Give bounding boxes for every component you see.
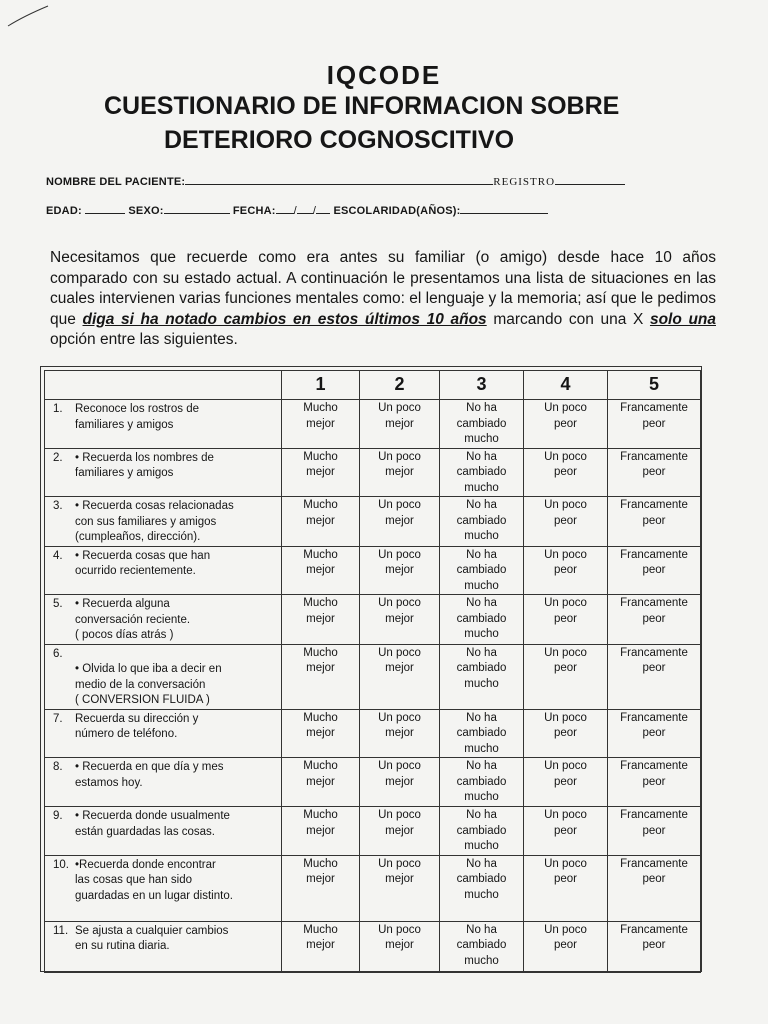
- answer-option-5[interactable]: [608, 448, 701, 497]
- answer-option-5[interactable]: [608, 546, 701, 595]
- answer-option-1[interactable]: [282, 855, 360, 921]
- age-label: EDAD:: [46, 205, 82, 217]
- answer-option-3[interactable]: [440, 807, 524, 856]
- question-cell: [45, 921, 282, 972]
- instructions-paragraph: [50, 248, 716, 351]
- table-row: [45, 921, 701, 972]
- question-text-line: guardadas en un lugar distinto.: [75, 889, 233, 902]
- answer-option-label: Mucho: [303, 402, 338, 414]
- answer-option-1[interactable]: [282, 448, 360, 497]
- column-header: 5: [608, 371, 701, 400]
- answer-option-label: Un poco: [544, 923, 587, 936]
- answer-option-label: Un poco: [544, 450, 587, 463]
- page-title: IQCODE: [326, 60, 442, 90]
- date-year-field[interactable]: [316, 203, 330, 214]
- question-text-line: con sus familiares y amigos: [75, 515, 217, 528]
- table-row: [45, 758, 701, 807]
- answer-option-label: peor: [642, 939, 666, 951]
- answer-option-label: mejor: [306, 662, 335, 674]
- answer-option-5[interactable]: [608, 807, 701, 856]
- answer-option-label: Un poco: [378, 597, 421, 609]
- answer-option-label: Un poco: [378, 809, 421, 821]
- question-text-line: estamos hoy.: [75, 776, 143, 789]
- question-number: 11.: [53, 924, 69, 937]
- answer-option-label: cambiado: [456, 939, 507, 951]
- date-separator: /: [312, 205, 317, 217]
- answer-option-label: mucho: [464, 481, 499, 494]
- answer-option-label: No ha: [466, 857, 497, 870]
- date-month-field[interactable]: [297, 203, 313, 214]
- answer-option-4[interactable]: [524, 448, 608, 497]
- answer-option-label: mejor: [306, 612, 335, 625]
- answer-option-label: mejor: [306, 775, 335, 788]
- answer-option-4[interactable]: [524, 709, 608, 758]
- question-number: 9.: [53, 810, 63, 822]
- answer-option-label: mejor: [385, 564, 414, 576]
- question-number: 7.: [53, 712, 63, 725]
- answer-option-label: cambiado: [456, 873, 507, 885]
- answer-option-label: Mucho: [303, 711, 338, 724]
- questionnaire-table: [44, 370, 701, 973]
- answer-option-label: No ha: [466, 450, 497, 463]
- answer-option-label: mejor: [385, 939, 414, 951]
- table-row: [45, 497, 701, 547]
- column-header: 2: [360, 371, 440, 400]
- answer-option-label: Un poco: [544, 857, 587, 870]
- answer-option-1[interactable]: [282, 807, 360, 856]
- answer-option-label: mejor: [306, 939, 335, 951]
- question-number: 5.: [53, 598, 63, 610]
- question-text-line: • Recuerda los nombres de: [75, 451, 214, 464]
- instructions-text: opción entre las siguientes.: [50, 331, 238, 348]
- demographics-row: [46, 203, 548, 217]
- question-text-line: medio de la conversación: [75, 678, 206, 691]
- answer-option-label: No ha: [466, 646, 497, 659]
- instructions-emphasis: solo una: [649, 310, 716, 328]
- answer-option-label: No ha: [466, 402, 497, 414]
- answer-option-label: peor: [553, 514, 578, 527]
- answer-option-5[interactable]: [608, 758, 701, 807]
- question-text: [75, 597, 277, 644]
- question-text-line: ( pocos días atrás ): [75, 629, 174, 641]
- answer-option-label: mucho: [464, 433, 499, 445]
- answer-option-label: No ha: [466, 499, 497, 511]
- question-text-line: • Recuerda en que día y mes: [75, 761, 224, 773]
- answer-option-label: cambiado: [456, 564, 507, 576]
- schooling-field[interactable]: [460, 203, 548, 214]
- answer-option-label: Un poco: [378, 499, 421, 511]
- answer-option-label: mejor: [306, 824, 335, 837]
- table-row: [45, 400, 701, 449]
- answer-option-label: Mucho: [303, 548, 338, 561]
- question-number: 4.: [53, 549, 63, 562]
- answer-option-label: Francamente: [620, 857, 688, 870]
- answer-option-label: cambiado: [456, 612, 507, 625]
- question-cell: [45, 644, 282, 709]
- answer-option-label: Un poco: [378, 402, 421, 414]
- registry-field[interactable]: [555, 174, 625, 185]
- answer-option-label: peor: [553, 564, 578, 576]
- column-header: [45, 371, 282, 400]
- answer-option-label: Mucho: [303, 499, 338, 511]
- answer-option-label: mucho: [464, 628, 499, 640]
- answer-option-label: mejor: [385, 417, 414, 430]
- answer-option-label: peor: [553, 612, 578, 625]
- answer-option-1[interactable]: [282, 400, 360, 449]
- answer-option-label: Un poco: [378, 711, 421, 724]
- question-text: [75, 924, 277, 955]
- answer-option-label: peor: [642, 466, 666, 478]
- answer-option-label: Francamente: [620, 760, 688, 772]
- answer-option-label: Un poco: [378, 548, 421, 561]
- answer-option-label: Un poco: [378, 450, 421, 463]
- question-text-line: • Recuerda alguna: [75, 598, 170, 610]
- table-row: [45, 448, 701, 497]
- answer-option-3[interactable]: [440, 546, 524, 595]
- answer-option-2[interactable]: [360, 400, 440, 449]
- answer-option-4[interactable]: [524, 644, 608, 709]
- answer-option-1[interactable]: [282, 921, 360, 972]
- answer-option-label: Francamente: [620, 923, 688, 936]
- answer-option-label: mucho: [464, 791, 499, 803]
- answer-option-label: Un poco: [544, 548, 587, 561]
- answer-option-2[interactable]: [360, 855, 440, 921]
- age-field[interactable]: [85, 203, 125, 214]
- question-text-line: • Recuerda donde usualmente: [75, 810, 230, 822]
- answer-option-label: cambiado: [456, 417, 507, 430]
- question-text: [75, 662, 277, 709]
- answer-option-label: mejor: [385, 466, 414, 478]
- answer-option-3[interactable]: [440, 644, 524, 709]
- column-header: 1: [282, 371, 360, 400]
- answer-option-1[interactable]: [282, 709, 360, 758]
- table-row: [45, 595, 701, 645]
- answer-option-label: peor: [642, 564, 666, 576]
- question-text: [75, 809, 277, 840]
- answer-option-2[interactable]: [360, 709, 440, 758]
- answer-option-5[interactable]: [608, 709, 701, 758]
- question-text-line: en su rutina diaria.: [75, 940, 170, 952]
- answer-option-label: peor: [642, 417, 666, 430]
- answer-option-label: cambiado: [456, 775, 507, 788]
- answer-option-label: Un poco: [378, 857, 421, 870]
- question-text: [75, 760, 277, 791]
- answer-option-label: Un poco: [544, 597, 587, 609]
- answer-option-3[interactable]: [440, 855, 524, 921]
- question-text-line: conversación reciente.: [75, 613, 191, 626]
- answer-option-label: mejor: [385, 662, 414, 674]
- answer-option-label: mucho: [464, 954, 499, 967]
- answer-option-label: cambiado: [456, 466, 507, 478]
- date-separator: /: [293, 205, 297, 217]
- table-row: [45, 546, 701, 595]
- answer-option-2[interactable]: [360, 497, 440, 547]
- date-day-field[interactable]: [276, 203, 294, 214]
- answer-option-5[interactable]: [608, 855, 701, 921]
- answer-option-label: peor: [553, 939, 578, 951]
- answer-option-label: cambiado: [456, 727, 507, 739]
- answer-option-label: Francamente: [620, 450, 688, 463]
- answer-option-label: Un poco: [544, 402, 587, 414]
- question-number: 10.: [53, 858, 69, 871]
- question-text-line: número de teléfono.: [75, 728, 178, 740]
- answer-option-label: Mucho: [303, 857, 338, 870]
- answer-option-label: mejor: [306, 727, 335, 739]
- answer-option-label: No ha: [466, 760, 497, 772]
- answer-option-4[interactable]: [524, 921, 608, 972]
- question-text: [75, 858, 277, 905]
- question-cell: [45, 855, 282, 921]
- answer-option-4[interactable]: [524, 758, 608, 807]
- answer-option-label: Francamente: [620, 597, 688, 609]
- table-row: [45, 855, 701, 921]
- date-label: FECHA:: [232, 205, 276, 217]
- answer-option-label: mejor: [306, 873, 335, 885]
- answer-option-label: peor: [642, 727, 666, 739]
- answer-option-2[interactable]: [360, 921, 440, 972]
- answer-option-label: mucho: [464, 579, 499, 592]
- answer-option-label: peor: [642, 873, 666, 885]
- answer-option-label: mejor: [306, 514, 335, 527]
- answer-option-label: Francamente: [620, 711, 688, 724]
- answer-option-1[interactable]: [282, 758, 360, 807]
- question-cell: [45, 546, 282, 595]
- answer-option-3[interactable]: [440, 595, 524, 645]
- answer-option-label: peor: [553, 727, 578, 739]
- answer-option-label: mejor: [385, 727, 414, 739]
- answer-option-1[interactable]: [282, 497, 360, 547]
- answer-option-label: peor: [642, 514, 666, 527]
- question-text-line: ( CONVERSION FLUIDA ): [75, 694, 210, 706]
- table-row: [45, 709, 701, 758]
- column-header: 4: [524, 371, 608, 400]
- answer-option-label: mejor: [306, 564, 335, 576]
- sex-label: SEXO:: [128, 205, 164, 217]
- question-text: [75, 712, 277, 743]
- answer-option-label: Mucho: [303, 809, 338, 821]
- answer-option-3[interactable]: [440, 758, 524, 807]
- answer-option-label: mejor: [385, 873, 414, 885]
- question-text: [75, 499, 277, 546]
- answer-option-4[interactable]: [524, 400, 608, 449]
- answer-option-5[interactable]: [608, 644, 701, 709]
- question-text-line: Se ajusta a cualquier cambios: [75, 924, 229, 937]
- answer-option-label: Francamente: [620, 548, 688, 561]
- answer-option-label: No ha: [466, 711, 497, 724]
- answer-option-label: mucho: [464, 840, 499, 852]
- patient-name-label: NOMBRE DEL PACIENTE:: [46, 176, 186, 188]
- answer-option-label: No ha: [466, 597, 497, 609]
- sex-field[interactable]: [164, 203, 230, 214]
- answer-option-5[interactable]: [608, 400, 701, 449]
- answer-option-label: mejor: [385, 824, 414, 837]
- answer-option-3[interactable]: [440, 497, 524, 547]
- answer-option-label: cambiado: [456, 514, 507, 527]
- page-subtitle-line-1: CUESTIONARIO DE INFORMACION SOBRE: [104, 92, 620, 120]
- table-header-row: [45, 371, 701, 400]
- answer-option-2[interactable]: [360, 595, 440, 645]
- schooling-label: ESCOLARIDAD(AÑOS):: [333, 205, 461, 217]
- question-text: [75, 402, 277, 433]
- answer-option-label: peor: [553, 824, 578, 837]
- answer-option-label: peor: [553, 775, 578, 788]
- patient-info-row: [46, 174, 625, 188]
- answer-option-label: mejor: [306, 466, 335, 478]
- questionnaire-table-frame: [40, 366, 702, 972]
- answer-option-label: Francamente: [620, 499, 688, 511]
- answer-option-label: Un poco: [544, 646, 587, 659]
- answer-option-4[interactable]: [524, 855, 608, 921]
- question-cell: [45, 497, 282, 547]
- answer-option-label: mucho: [464, 888, 499, 901]
- question-text-line: familiares y amigos: [75, 467, 174, 479]
- answer-option-label: Francamente: [620, 809, 688, 821]
- question-number: 8.: [53, 761, 63, 773]
- question-text: [75, 451, 277, 482]
- answer-option-label: Mucho: [303, 646, 338, 659]
- question-text-line: • Recuerda cosas que han: [75, 549, 211, 562]
- answer-option-4[interactable]: [524, 595, 608, 645]
- answer-option-label: cambiado: [456, 824, 507, 837]
- answer-option-label: peor: [553, 466, 578, 478]
- answer-option-label: mucho: [464, 742, 499, 755]
- question-cell: [45, 448, 282, 497]
- answer-option-label: Un poco: [378, 923, 421, 936]
- answer-option-label: peor: [642, 662, 666, 674]
- answer-option-label: No ha: [466, 923, 497, 936]
- question-cell: [45, 758, 282, 807]
- answer-option-label: No ha: [466, 548, 497, 561]
- answer-option-label: mejor: [306, 417, 335, 430]
- answer-option-4[interactable]: [524, 546, 608, 595]
- answer-option-1[interactable]: [282, 546, 360, 595]
- answer-option-label: mejor: [385, 514, 414, 527]
- page-subtitle-line-2: DETERIORO COGNOSCITIVO: [164, 126, 515, 154]
- answer-option-label: Francamente: [620, 402, 688, 414]
- question-text: [75, 549, 277, 580]
- answer-option-2[interactable]: [360, 807, 440, 856]
- question-text-line: • Recuerda cosas relacionadas: [75, 500, 234, 512]
- answer-option-label: peor: [642, 775, 666, 788]
- answer-option-label: Un poco: [378, 760, 421, 772]
- answer-option-4[interactable]: [524, 807, 608, 856]
- answer-option-label: cambiado: [456, 662, 507, 674]
- question-number: 2.: [53, 451, 63, 464]
- answer-option-label: Un poco: [544, 711, 587, 724]
- table-row: [45, 807, 701, 856]
- answer-option-label: mejor: [385, 612, 414, 625]
- instructions-emphasis: diga si ha notado cambios en estos últimos 10 años: [82, 310, 487, 328]
- answer-option-1[interactable]: [282, 644, 360, 709]
- answer-option-label: Un poco: [378, 646, 421, 659]
- answer-option-label: peor: [642, 824, 666, 837]
- question-cell: [45, 595, 282, 645]
- answer-option-label: peor: [553, 873, 578, 885]
- table-row: [45, 644, 701, 709]
- question-number: 6.: [53, 647, 63, 660]
- answer-option-2[interactable]: [360, 758, 440, 807]
- question-text-line: las cosas que han sido: [75, 874, 192, 886]
- question-cell: [45, 400, 282, 449]
- answer-option-2[interactable]: [360, 644, 440, 709]
- question-text-line: Reconoce los rostros de: [75, 403, 200, 415]
- question-number: 1.: [53, 403, 63, 415]
- answer-option-5[interactable]: [608, 595, 701, 645]
- answer-option-2[interactable]: [360, 448, 440, 497]
- answer-option-3[interactable]: [440, 448, 524, 497]
- answer-option-label: Un poco: [544, 499, 587, 511]
- answer-option-3[interactable]: [440, 921, 524, 972]
- answer-option-label: No ha: [466, 809, 497, 821]
- answer-option-label: mucho: [464, 530, 499, 542]
- question-cell: [45, 807, 282, 856]
- question-text-line: • Olvida lo que iba a decir en: [75, 663, 222, 675]
- answer-option-label: Mucho: [303, 450, 338, 463]
- answer-option-label: peor: [553, 417, 578, 430]
- answer-option-label: Un poco: [544, 809, 587, 821]
- instructions-text: marcando con una X: [486, 310, 650, 328]
- question-text-line: Recuerda su dirección y: [75, 712, 199, 725]
- question-text-line: ocurrido recientemente.: [75, 565, 196, 577]
- answer-option-label: peor: [553, 662, 578, 674]
- instructions-text: Necesitamos que recuerde como era antes su familiar (o amigo) desde hace 10 años comparado con su estado actual. A continuación le presentamos una lista de situaciones en las cuales intervienen varias funciones mentales como: el lenguaje y la memoria; así que le pedimos que: [50, 249, 716, 328]
- question-number: 3.: [53, 500, 63, 512]
- column-header: 3: [440, 371, 524, 400]
- answer-option-label: mucho: [464, 677, 499, 690]
- answer-option-label: Francamente: [620, 646, 688, 659]
- answer-option-label: Mucho: [303, 597, 338, 609]
- question-text-line: (cumpleaños, dirección).: [75, 531, 201, 543]
- answer-option-label: peor: [642, 612, 666, 625]
- patient-name-field[interactable]: [185, 174, 493, 185]
- question-text-line: •Recuerda donde encontrar: [75, 858, 216, 871]
- answer-option-label: Un poco: [544, 760, 587, 772]
- answer-option-label: Mucho: [303, 923, 338, 936]
- question-text-line: están guardadas las cosas.: [75, 825, 216, 838]
- registry-label: REGISTRO: [493, 176, 556, 188]
- answer-option-1[interactable]: [282, 595, 360, 645]
- pen-mark: [6, 4, 50, 30]
- answer-option-5[interactable]: [608, 497, 701, 547]
- question-cell: [45, 709, 282, 758]
- answer-option-label: mejor: [385, 775, 414, 788]
- answer-option-4[interactable]: [524, 497, 608, 547]
- answer-option-3[interactable]: [440, 709, 524, 758]
- answer-option-2[interactable]: [360, 546, 440, 595]
- question-text-line: familiares y amigos: [75, 418, 174, 431]
- answer-option-3[interactable]: [440, 400, 524, 449]
- answer-option-label: Mucho: [303, 760, 338, 772]
- answer-option-5[interactable]: [608, 921, 701, 972]
